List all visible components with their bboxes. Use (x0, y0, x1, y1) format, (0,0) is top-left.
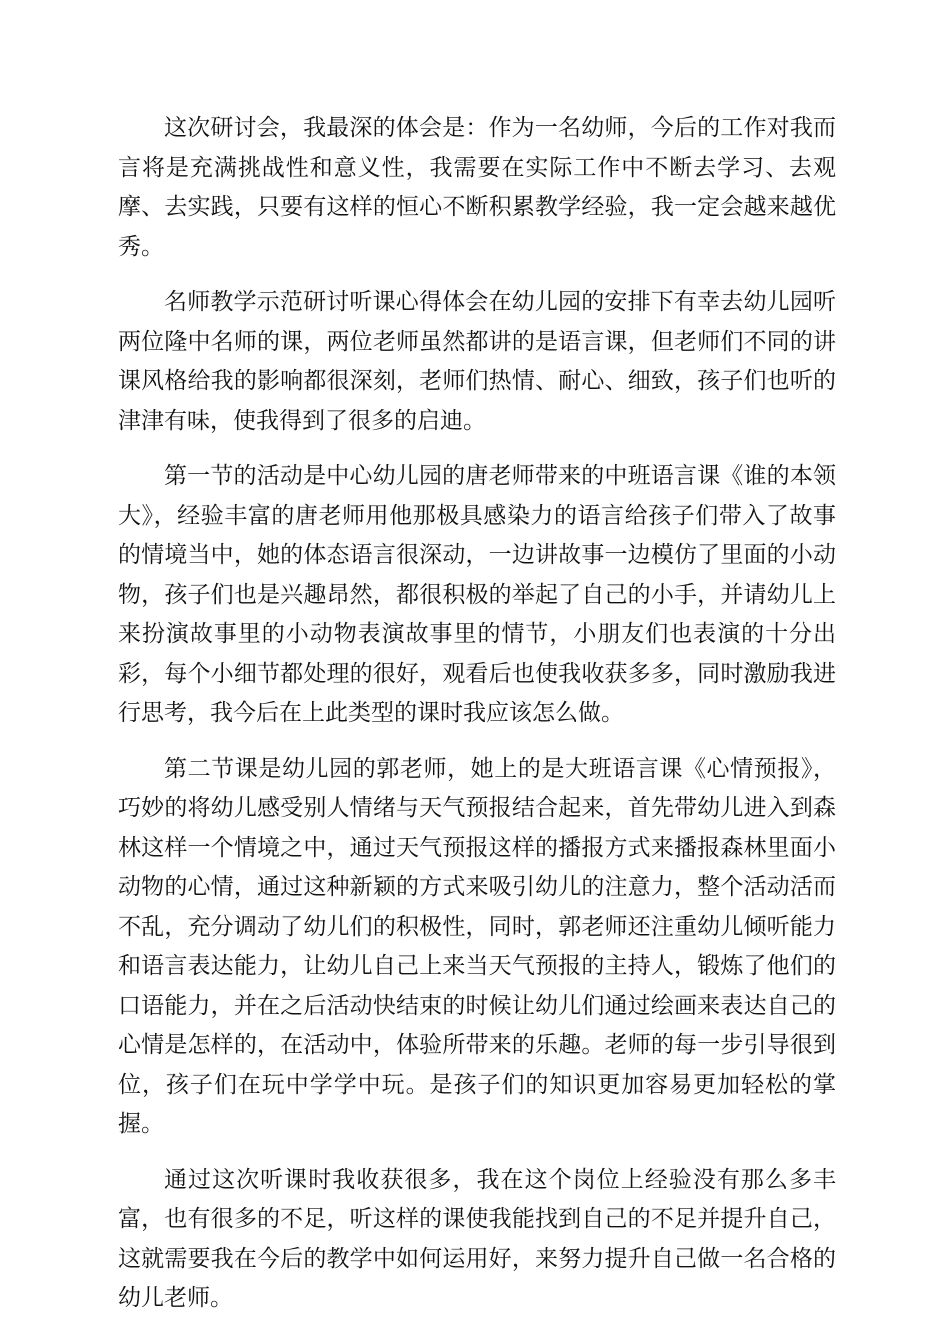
document-body (118, 109, 836, 1335)
paragraph-2: 名师教学示范研讨听课心得体会在幼儿园的安排下有幸去幼儿园听两位隆中名师的课，两位老师虽然都讲的是语言课，但老师们不同的讲课风格给我的影响都很深刻，老师们热情、耐心、细致，孩子们也听的津津有味，使我得到了很多的启迪。 (118, 289, 836, 434)
paragraph-1: 这次研讨会，我最深的体会是：作为一名幼师，今后的工作对我而言将是充满挑战性和意义性，我需要在实际工作中不断去学习、去观摩、去实践，只要有这样的恒心不断积累教学经验，我一定会越来越优秀。 (118, 115, 836, 260)
paragraph-5: 通过这次听课时我收获很多，我在这个岗位上经验没有那么多丰富，也有很多的不足，听这样的课使我能找到自己的不足并提升自己，这就需要我在今后的教学中如何运用好，来努力提升自己做一名合格的幼儿老师。 (118, 1166, 836, 1311)
paragraph-4: 第二节课是幼儿园的郭老师，她上的是大班语言课《心情预报》，巧妙的将幼儿感受别人情绪与天气预报结合起来，首先带幼儿进入到森林这样一个情境之中，通过天气预报这样的播报方式来播报森林里面小动物的心情，通过这种新颖的方式来吸引幼儿的注意力，整个活动活而不乱，充分调动了幼儿们的积极性，同时，郭老师还注重幼儿倾听能力和语言表达能力，让幼儿自己上来当天气预报的主持人，锻炼了他们的口语能力，并在之后活动快结束的时候让幼儿们通过绘画来表达自己的心情是怎样的，在活动中，体验所带来的乐趣。老师的每一步引导很到位，孩子们在玩中学学中玩。是孩子们的知识更加容易更加轻松的掌握。 (118, 755, 836, 1137)
paragraph-3: 第一节的活动是中心幼儿园的唐老师带来的中班语言课《谁的本领大》，经验丰富的唐老师用他那极具感染力的语言给孩子们带入了故事的情境当中，她的体态语言很深动，一边讲故事一边模仿了里面的小动物，孩子们也是兴趣昂然，都很积极的举起了自己的小手，并请幼儿上来扮演故事里的小动物表演故事里的情节，小朋友们也表演的十分出彩，每个小细节都处理的很好，观看后也使我收获多多，同时激励我进行思考，我今后在上此类型的课时我应该怎么做。 (118, 463, 836, 726)
